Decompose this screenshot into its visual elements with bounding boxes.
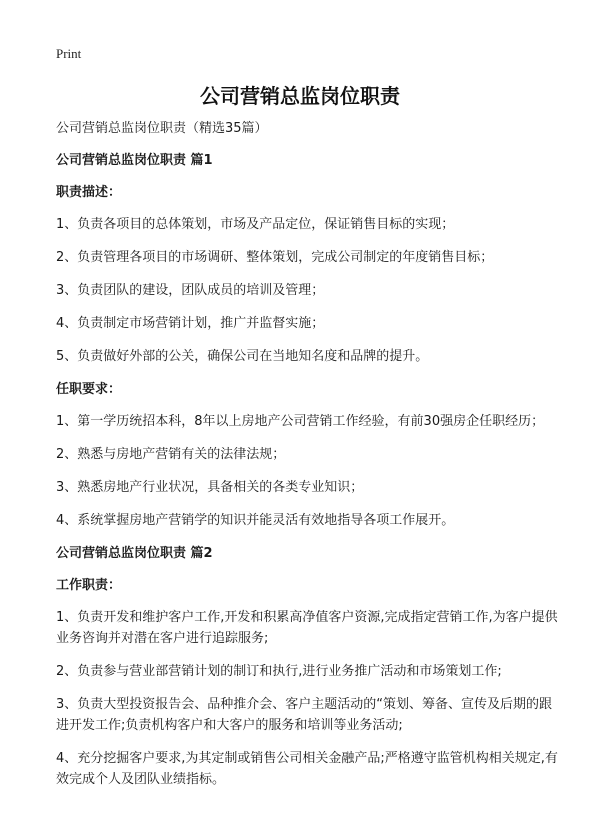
list-item: 1、负责各项目的总体策划，市场及产品定位，保证销售目标的实现； [56, 217, 455, 232]
list-item: 4、充分挖掘客户要求,为其定制或销售公司相关金融产品;严格遵守监管机构相关规定,有效完成个人及团队业绩指标。 [56, 751, 558, 787]
list-item: 3、熟悉房地产行业状况，具备相关的各类专业知识； [56, 480, 364, 495]
list-item: 2、熟悉与房地产营销有关的法律法规； [56, 447, 286, 462]
page-title: 公司营销总监岗位职责 [200, 84, 400, 108]
document-subtitle: 公司营销总监岗位职责（精选35篇） [56, 121, 268, 136]
print-label: Print [56, 46, 82, 61]
section-heading: 公司营销总监岗位职责 篇1 [56, 153, 213, 168]
list-item: 2、负责管理各项目的市场调研、整体策划，完成公司制定的年度销售目标； [56, 250, 494, 265]
list-item: 4、负责制定市场营销计划，推广并监督实施； [56, 316, 325, 331]
group-label: 任职要求： [56, 382, 122, 397]
list-item: 3、负责团队的建设，团队成员的培训及管理； [56, 283, 325, 298]
group-label: 工作职责： [56, 578, 122, 593]
list-item: 1、负责开发和维护客户工作,开发和积累高净值客户资源,完成指定营销工作,为客户提供业务咨询并对潜在客户进行追踪服务; [56, 610, 558, 646]
list-item: 2、负责参与营业部营销计划的制订和执行,进行业务推广活动和市场策划工作; [56, 664, 502, 679]
list-item: 5、负责做好外部的公关，确保公司在当地知名度和品牌的提升。 [56, 349, 429, 364]
section-heading: 公司营销总监岗位职责 篇2 [56, 546, 213, 561]
list-item: 3、负责大型投资报告会、品种推介会、客户主题活动的“策划、筹备、宣传及后期的跟进开发工作;负责机构客户和大客户的服务和培训等业务活动; [56, 697, 553, 733]
document-body [56, 118, 561, 802]
list-item: 1、第一学历统招本科，8年以上房地产公司营销工作经验，有前30强房企任职经历； [56, 414, 545, 429]
group-label: 职责描述： [56, 185, 122, 200]
list-item: 4、系统掌握房地产营销学的知识并能灵活有效地指导各项工作展开。 [56, 513, 455, 528]
